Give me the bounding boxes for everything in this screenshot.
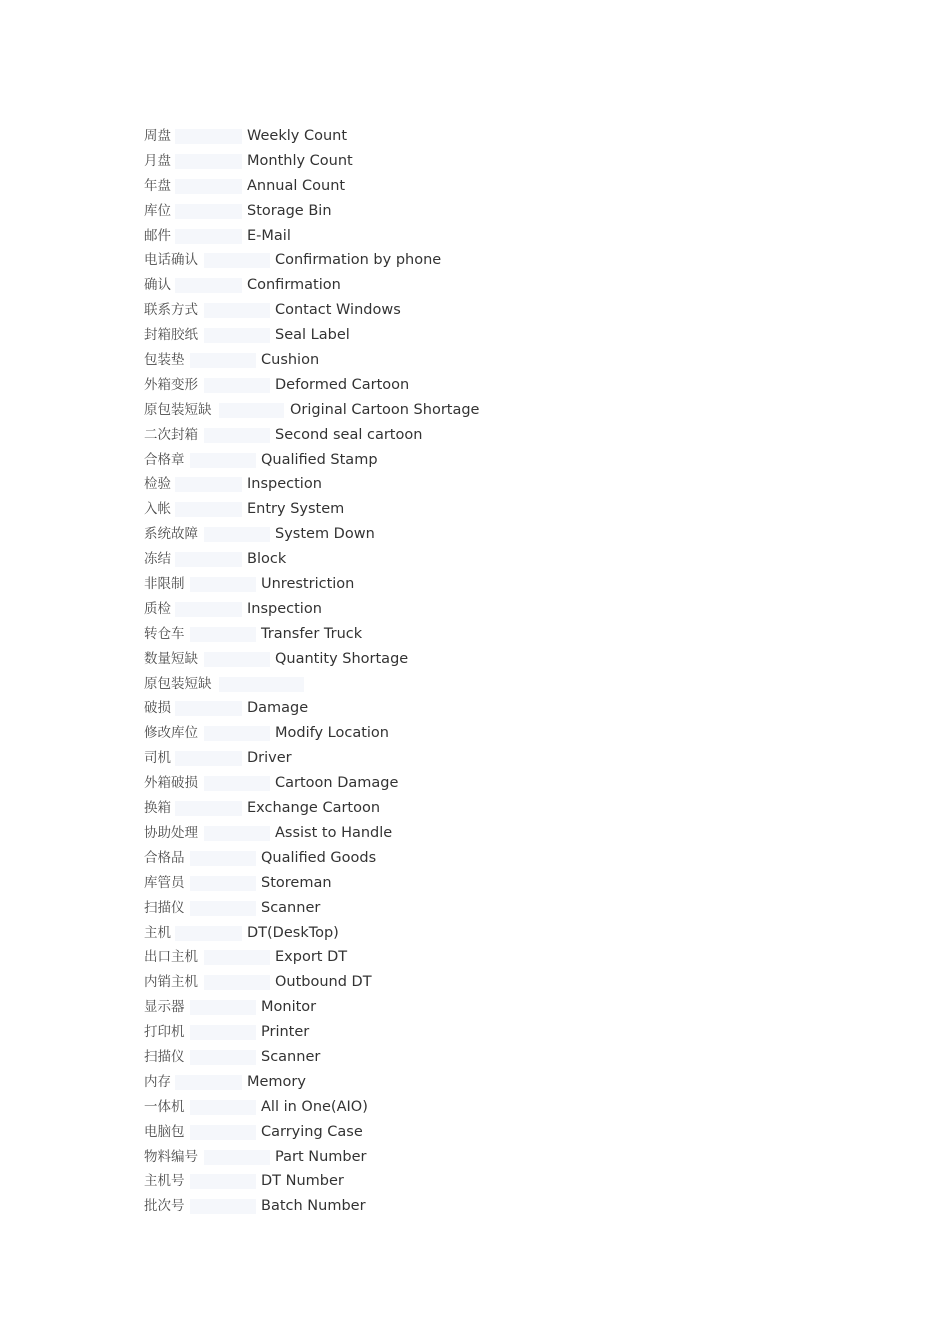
glossary-row [144,323,664,348]
term-highlight [175,602,242,617]
english-term: Exchange Cartoon [247,800,381,817]
chinese-term: 司机 [144,750,171,767]
chinese-term: 物料编号 [144,1148,198,1165]
glossary-row [144,771,664,796]
english-term: Outbound DT [275,974,372,991]
term-highlight [219,677,305,692]
chinese-term: 转仓车 [144,625,185,642]
term-highlight [175,926,242,941]
glossary-row [144,622,664,647]
english-term: Entry System [247,501,345,518]
chinese-term: 主机号 [144,1173,185,1190]
glossary-row [144,871,664,896]
glossary-list [144,124,664,1219]
glossary-row [144,1120,664,1145]
term-highlight [190,876,257,891]
english-term: Contact Windows [275,302,401,319]
term-highlight [175,129,242,144]
term-highlight [190,577,257,592]
term-highlight [204,527,270,542]
english-term: Damage [247,700,309,717]
term-highlight [175,154,242,169]
chinese-term: 电话确认 [144,252,198,269]
chinese-term: 打印机 [144,1024,185,1041]
term-highlight [190,901,257,916]
english-term: Export DT [275,949,348,966]
glossary-row [144,472,664,497]
english-term: Printer [261,1024,310,1041]
glossary-row [144,796,664,821]
english-term: Annual Count [247,177,346,194]
chinese-term: 外箱变形 [144,376,198,393]
term-highlight [175,179,242,194]
chinese-term: 年盘 [144,177,171,194]
english-term: Confirmation by phone [275,252,442,269]
english-term: Driver [247,750,292,767]
glossary-row [144,846,664,871]
english-term: Deformed Cartoon [275,376,410,393]
glossary-row [144,721,664,746]
chinese-term: 换箱 [144,800,171,817]
term-highlight [190,353,257,368]
english-term: System Down [275,526,375,543]
english-term: Quantity Shortage [275,650,409,667]
glossary-row [144,1169,664,1194]
term-highlight [190,1050,257,1065]
glossary-row [144,348,664,373]
glossary-row [144,647,664,672]
term-highlight [204,826,270,841]
chinese-term: 非限制 [144,576,185,593]
english-term: Storage Bin [247,202,332,219]
term-highlight [175,278,242,293]
term-highlight [175,1075,242,1090]
glossary-row [144,373,664,398]
term-highlight [175,204,242,219]
term-highlight [175,751,242,766]
glossary-row [144,398,664,423]
chinese-term: 确认 [144,277,171,294]
glossary-row [144,423,664,448]
glossary-row [144,497,664,522]
term-highlight [190,1025,257,1040]
term-highlight [190,453,257,468]
chinese-term: 外箱破损 [144,775,198,792]
glossary-row [144,746,664,771]
english-term: Block [247,551,287,568]
english-term: DT Number [261,1173,344,1190]
term-highlight [175,477,242,492]
term-highlight [190,627,257,642]
chinese-term: 显示器 [144,999,185,1016]
term-highlight [190,1100,257,1115]
english-term: Qualified Stamp [261,451,378,468]
english-term: Cushion [261,352,320,369]
chinese-term: 破损 [144,700,171,717]
glossary-row [144,572,664,597]
english-term: Carrying Case [261,1123,363,1140]
english-term: All in One(AIO) [261,1098,368,1115]
term-highlight [204,328,270,343]
term-highlight [190,1125,257,1140]
chinese-term: 出口主机 [144,949,198,966]
chinese-term: 二次封箱 [144,426,198,443]
glossary-row [144,174,664,199]
term-highlight [175,502,242,517]
english-term: Part Number [275,1148,367,1165]
chinese-term: 检验 [144,476,171,493]
chinese-term: 月盘 [144,152,171,169]
english-term: Qualified Goods [261,849,377,866]
english-term: Unrestriction [261,576,355,593]
english-term: Scanner [261,899,321,916]
chinese-term: 合格品 [144,849,185,866]
glossary-row [144,273,664,298]
glossary-row [144,1194,664,1219]
term-highlight [219,403,285,418]
english-term: Cartoon Damage [275,775,399,792]
chinese-term: 联系方式 [144,302,198,319]
english-term: Inspection [247,476,322,493]
term-highlight [204,652,270,667]
term-highlight [190,1199,257,1214]
glossary-row [144,298,664,323]
chinese-term: 原包装短缺 [144,675,212,692]
term-highlight [175,701,242,716]
chinese-term: 库管员 [144,874,185,891]
chinese-term: 入帐 [144,501,171,518]
glossary-row [144,970,664,995]
glossary-row [144,921,664,946]
glossary-row [144,945,664,970]
term-highlight [204,726,270,741]
chinese-term: 原包装短缺 [144,401,212,418]
term-highlight [204,776,270,791]
chinese-term: 扫描仪 [144,899,185,916]
term-highlight [204,303,270,318]
english-term: E-Mail [247,227,291,244]
glossary-row [144,224,664,249]
chinese-term: 修改库位 [144,725,198,742]
term-highlight [204,428,270,443]
chinese-term: 一体机 [144,1098,185,1115]
glossary-row [144,821,664,846]
chinese-term: 扫描仪 [144,1048,185,1065]
english-term: Assist to Handle [275,824,393,841]
glossary-row [144,124,664,149]
term-highlight [190,851,257,866]
glossary-row [144,995,664,1020]
term-highlight [204,975,270,990]
english-term: DT(DeskTop) [247,924,339,941]
chinese-term: 封箱胶纸 [144,327,198,344]
glossary-row [144,248,664,273]
glossary-row [144,522,664,547]
term-highlight [190,1000,257,1015]
term-highlight [204,950,270,965]
english-term: Monthly Count [247,152,353,169]
english-term: Original Cartoon Shortage [290,401,480,418]
glossary-row [144,896,664,921]
glossary-row [144,696,664,721]
term-highlight [175,801,242,816]
term-highlight [190,1174,257,1189]
chinese-term: 冻结 [144,551,171,568]
chinese-term: 内销主机 [144,974,198,991]
chinese-term: 质检 [144,600,171,617]
term-highlight [175,229,242,244]
glossary-row [144,199,664,224]
chinese-term: 主机 [144,924,171,941]
term-highlight [204,253,270,268]
english-term: Batch Number [261,1198,366,1215]
english-term: Modify Location [275,725,389,742]
glossary-row [144,448,664,473]
english-term: Monitor [261,999,317,1016]
chinese-term: 周盘 [144,128,171,144]
chinese-term: 电脑包 [144,1123,185,1140]
english-term: Storeman [261,874,332,891]
english-term: Seal Label [275,327,350,344]
english-term: Second seal cartoon [275,426,423,443]
glossary-row [144,547,664,572]
chinese-term: 内存 [144,1073,171,1090]
english-term: Inspection [247,600,322,617]
chinese-term: 合格章 [144,451,185,468]
chinese-term: 协助处理 [144,824,198,841]
glossary-row [144,149,664,174]
chinese-term: 批次号 [144,1198,185,1215]
glossary-row [144,1045,664,1070]
chinese-term: 系统故障 [144,526,198,543]
term-highlight [175,552,242,567]
glossary-row [144,1095,664,1120]
english-term: Weekly Count [247,128,348,144]
chinese-term: 邮件 [144,227,171,244]
english-term: Confirmation [247,277,341,294]
chinese-term: 数量短缺 [144,650,198,667]
english-term: Transfer Truck [261,625,363,642]
glossary-row [144,1070,664,1095]
glossary-row [144,597,664,622]
glossary-row [144,1020,664,1045]
term-highlight [204,1150,270,1165]
glossary-row [144,672,664,697]
glossary-row [144,1145,664,1170]
english-term: Memory [247,1073,306,1090]
chinese-term: 库位 [144,202,171,219]
english-term: Scanner [261,1048,321,1065]
term-highlight [204,378,270,393]
chinese-term: 包装垫 [144,352,185,369]
